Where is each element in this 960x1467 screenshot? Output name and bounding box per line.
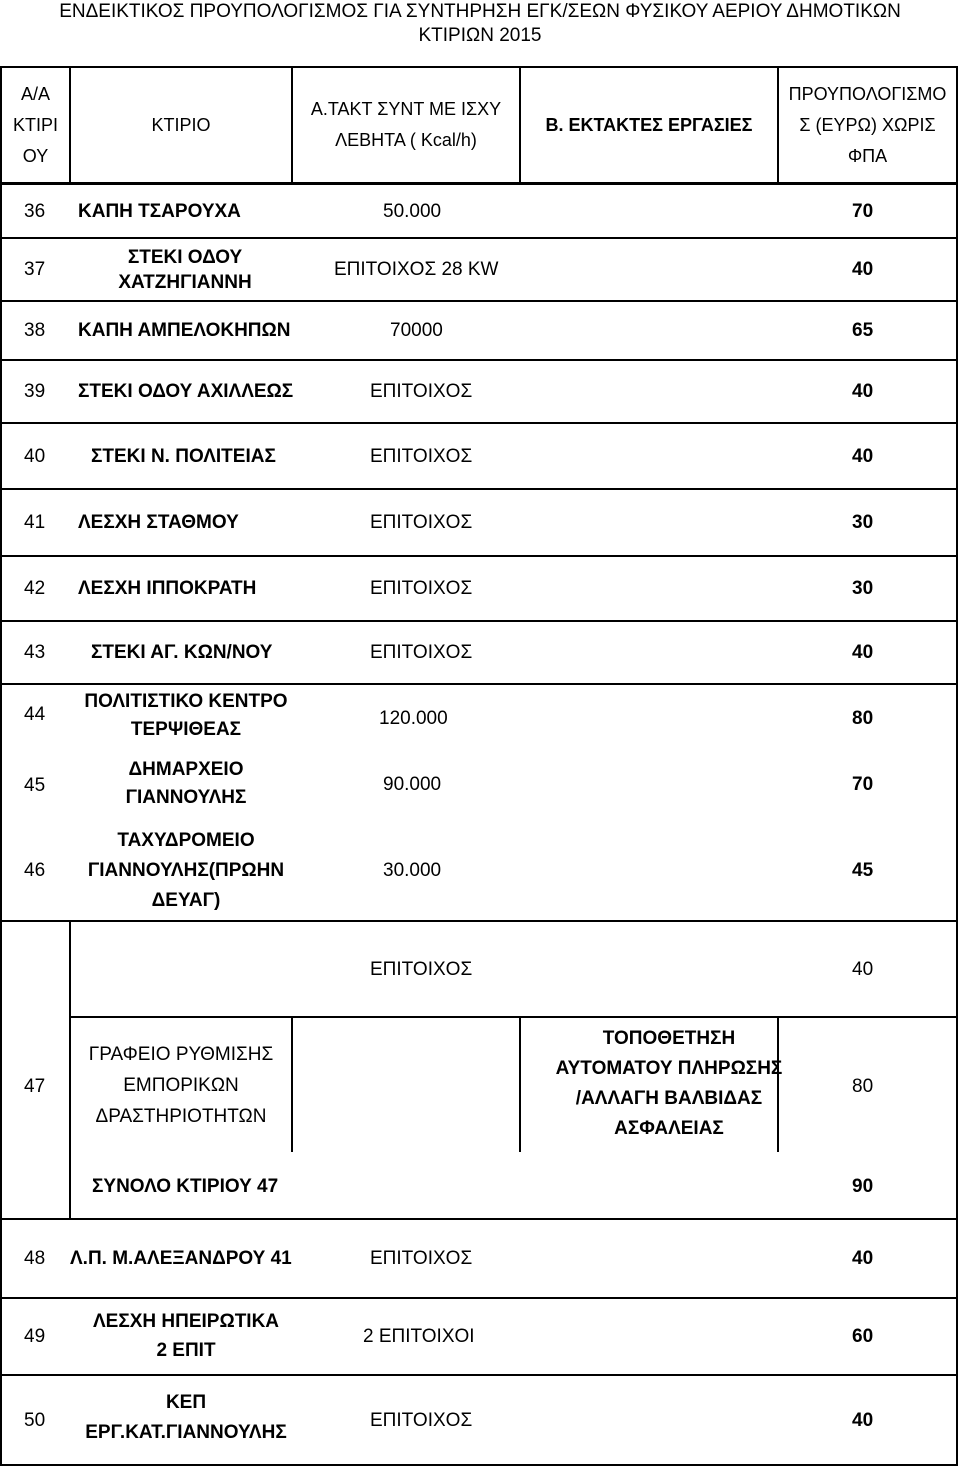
header-building: ΚΤΙΡΙΟ bbox=[151, 114, 211, 135]
header-aa: Α/Α ΚΤΙΡΙ ΟΥ bbox=[12, 83, 58, 166]
rule bbox=[69, 920, 71, 1220]
rule bbox=[0, 1464, 958, 1466]
row-number: 40 bbox=[24, 445, 46, 467]
rule bbox=[70, 1016, 958, 1018]
cost: 60 bbox=[852, 1326, 874, 1347]
building-name: ΚΑΠΗ ΤΣΑΡΟΥΧΑ bbox=[78, 200, 241, 222]
cost: 40 bbox=[852, 1409, 874, 1431]
rule bbox=[0, 683, 958, 685]
cost: 80 bbox=[852, 1075, 874, 1097]
row-number: 47 bbox=[24, 1075, 46, 1097]
cost: 70 bbox=[852, 200, 874, 222]
row-number: 48 bbox=[24, 1248, 46, 1269]
row-number: 43 bbox=[24, 642, 46, 663]
cost: 45 bbox=[852, 859, 874, 881]
row-number: 37 bbox=[24, 259, 46, 280]
building-name: ΛΕΣΧΗ ΗΠΕΙΡΩΤΙΚΑ 2 ΕΠΙΤ bbox=[92, 1311, 280, 1361]
building-name: ΠΟΛΙΤΙΣΤΙΚΟ ΚΕΝΤΡΟ ΤΕΡΨΙΘΕΑΣ bbox=[84, 691, 288, 740]
rule bbox=[0, 1297, 958, 1299]
boiler-spec: 2 ΕΠΙΤΟΙΧΟΙ bbox=[363, 1326, 475, 1347]
building-name: ΤΑΧΥΔΡΟΜΕΙΟ ΓΙΑΝΝΟΥΛΗΣ(ΠΡΩΗΝ ΔΕΥΑΓ) bbox=[87, 830, 285, 911]
boiler-spec: 70000 bbox=[390, 320, 443, 341]
boiler-spec: 50.000 bbox=[383, 200, 442, 222]
boiler-spec: ΕΠΙΤΟΙΧΟΣ bbox=[370, 512, 473, 533]
row-number: 44 bbox=[24, 703, 46, 725]
header-budget: ΠΡΟΥΠΟΛΟΓΙΣΜΟ Σ (ΕΥΡΩ) ΧΩΡΙΣ ΦΠΑ bbox=[788, 83, 947, 166]
extra-works: ΤΟΠΟΘΕΤΗΣΗ ΑΥΤΟΜΑΤΟΥ ΠΛΗΡΩΣΗΣ /ΑΛΛΑΓΗ ΒΑΛΒΙΔΑΣ ΑΣΦΑΛΕΙΑΣ bbox=[555, 1028, 783, 1139]
rule bbox=[0, 66, 2, 1466]
cost: 30 bbox=[852, 578, 874, 599]
boiler-spec: 120.000 bbox=[379, 707, 448, 729]
building-name: ΓΡΑΦΕΙΟ ΡΥΘΜΙΣΗΣ ΕΜΠΟΡΙΚΩΝ ΔΡΑΣΤΗΡΙΟΤΗΤΩΝ bbox=[88, 1043, 274, 1127]
cost: 40 bbox=[852, 1248, 874, 1269]
row-number: 45 bbox=[24, 774, 46, 796]
building-name: ΣΤΕΚΙ ΟΔΟΥ ΧΑΤΖΗΓΙΑΝΝΗ bbox=[118, 246, 252, 293]
building-name: ΣΤΕΚΙ ΟΔΟΥ ΑΧΙΛΛΕΩΣ bbox=[78, 381, 294, 402]
cost: 40 bbox=[852, 445, 874, 467]
row-number: 36 bbox=[24, 200, 46, 222]
building-name: ΔΗΜΑΡΧΕΙΟ ΓΙΑΝΝΟΥΛΗΣ bbox=[125, 759, 247, 808]
cost: 30 bbox=[852, 512, 874, 533]
building-name: Λ.Π. Μ.ΑΛΕΞΑΝΔΡΟΥ 41 bbox=[70, 1248, 292, 1269]
cost: 65 bbox=[852, 320, 874, 341]
building-name: ΛΕΣΧΗ ΙΠΠΟΚΡΑΤΗ bbox=[78, 578, 257, 599]
building-name: ΛΕΣΧΗ ΣΤΑΘΜΟΥ bbox=[78, 512, 239, 533]
cost: 40 bbox=[852, 642, 874, 663]
boiler-spec: ΕΠΙΤΟΙΧΟΣ bbox=[370, 642, 473, 663]
title-line-2: ΚΤΙΡΙΩΝ 2015 bbox=[418, 25, 542, 46]
row-number: 49 bbox=[24, 1326, 46, 1347]
row-number: 38 bbox=[24, 320, 46, 341]
building-name: ΣΤΕΚΙ Ν. ΠΟΛΙΤΕΙΑΣ bbox=[91, 445, 276, 467]
boiler-spec: ΕΠΙΤΟΙΧΟΣ 28 KW bbox=[334, 259, 499, 280]
row-number: 39 bbox=[24, 381, 46, 402]
title-line-1: ΕΝΔΕΙΚΤΙΚΟΣ ΠΡΟΥΠΟΛΟΓΙΣΜΟΣ ΓΙΑ ΣΥΝΤΗΡΗΣΗ ΕΓΚ/ΣΕΩΝ ΦΥΣΙΚΟΥ ΑΕΡΙΟΥ ΔΗΜΟΤΙΚΩΝ bbox=[59, 1, 901, 22]
row-number: 50 bbox=[24, 1409, 46, 1431]
cost: 40 bbox=[852, 259, 874, 280]
row-number: 41 bbox=[24, 512, 46, 533]
boiler-spec: ΕΠΙΤΟΙΧΟΣ bbox=[370, 1248, 473, 1269]
boiler-spec: ΕΠΙΤΟΙΧΟΣ bbox=[370, 958, 473, 980]
total-label: ΣΥΝΟΛΟ ΚΤΙΡΙΟΥ 47 bbox=[92, 1175, 279, 1197]
boiler-spec: ΕΠΙΤΟΙΧΟΣ bbox=[370, 445, 473, 467]
building-name: ΚΑΠΗ ΑΜΠΕΛΟΚΗΠΩΝ bbox=[78, 320, 291, 341]
row-number: 46 bbox=[24, 859, 46, 881]
rule bbox=[291, 1016, 293, 1152]
boiler-spec: 90.000 bbox=[383, 773, 442, 795]
total-value: 90 bbox=[852, 1175, 874, 1197]
boiler-spec: ΕΠΙΤΟΙΧΟΣ bbox=[370, 381, 473, 402]
cost: 40 bbox=[852, 381, 874, 402]
rule bbox=[0, 920, 958, 922]
boiler-spec: ΕΠΙΤΟΙΧΟΣ bbox=[370, 1409, 473, 1431]
rule bbox=[0, 1374, 958, 1376]
row-number: 42 bbox=[24, 578, 46, 599]
building-name: ΚΕΠ ΕΡΓ.ΚΑΤ.ΓΙΑΝΝΟΥΛΗΣ bbox=[85, 1392, 287, 1443]
rule bbox=[956, 66, 958, 1466]
cost: 40 bbox=[852, 958, 874, 980]
cost: 80 bbox=[852, 707, 874, 729]
header-regular-maintenance: Α.ΤΑΚΤ ΣΥΝΤ ΜΕ ΙΣΧΥ ΛΕΒΗΤΑ ( Kcal/h) bbox=[310, 99, 502, 150]
boiler-spec: ΕΠΙΤΟΙΧΟΣ bbox=[370, 578, 473, 599]
boiler-spec: 30.000 bbox=[383, 859, 442, 881]
header-extra-works: Β. ΕΚΤΑΚΤΕΣ ΕΡΓΑΣΙΕΣ bbox=[545, 114, 753, 135]
cost: 70 bbox=[852, 773, 874, 795]
building-name: ΣΤΕΚΙ ΑΓ. ΚΩΝ/ΝΟΥ bbox=[91, 642, 273, 663]
